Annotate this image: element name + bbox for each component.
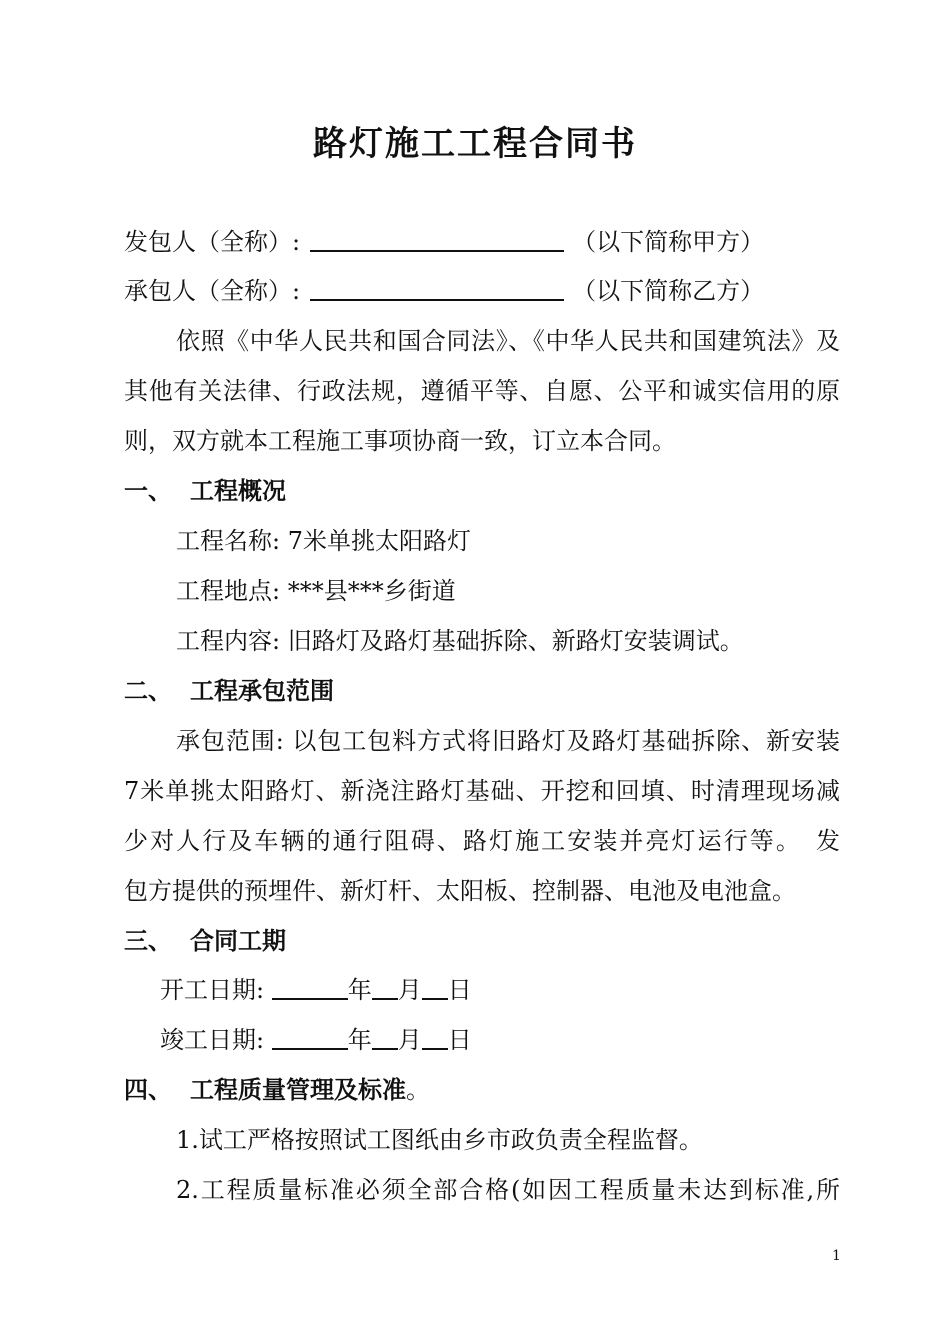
end-day-blank[interactable] — [422, 1024, 448, 1050]
start-day-blank[interactable] — [422, 974, 448, 1000]
intro-line-2: 其他有关法律、行政法规，遵循平等、自愿、公平和诚实信用的原 — [124, 377, 840, 405]
section-title: 工程承包范围 — [190, 676, 334, 705]
start-date-label: 开工日期: — [160, 976, 265, 1004]
scope-line-4: 包方提供的预埋件、新灯杆、太阳板、控制器、电池及电池盒。 — [124, 877, 796, 905]
section-title: 合同工期 — [190, 926, 286, 955]
scope-line-1: 承包范围: 以包工包料方式将旧路灯及路灯基础拆除、新安装 — [176, 727, 840, 755]
section-number: 四、 — [124, 1075, 172, 1104]
contractor-name-blank[interactable] — [310, 275, 564, 301]
employer-label: 发包人（全称）: — [124, 228, 301, 256]
year-label: 年 — [347, 976, 372, 1004]
month-label: 月 — [397, 1026, 422, 1054]
employer-line — [124, 226, 764, 258]
end-month-blank[interactable] — [372, 1024, 398, 1050]
day-label: 日 — [447, 1026, 472, 1054]
end-year-blank[interactable] — [272, 1024, 348, 1050]
document-title: 路灯施工工程合同书 — [313, 124, 637, 164]
start-date-line — [160, 974, 472, 1006]
end-date-label: 竣工日期: — [160, 1026, 265, 1054]
section-heading-1 — [124, 475, 286, 507]
contractor-line — [124, 275, 764, 307]
year-label: 年 — [347, 1026, 372, 1054]
section-heading-4 — [124, 1074, 430, 1106]
section-heading-2 — [124, 675, 334, 707]
project-location: 工程地点: ***县***乡街道 — [176, 577, 456, 605]
project-content: 工程内容: 旧路灯及路灯基础拆除、新路灯安装调试。 — [176, 627, 744, 655]
section-title: 工程概况 — [190, 476, 286, 505]
project-name: 工程名称: 7米单挑太阳路灯 — [176, 527, 471, 555]
page-number: 1 — [832, 1248, 841, 1264]
section-title: 工程质量管理及标准 — [190, 1075, 406, 1104]
section-number: 一、 — [124, 476, 172, 505]
end-date-line — [160, 1024, 472, 1056]
day-label: 日 — [447, 976, 472, 1004]
scope-line-3: 少对人行及车辆的通行阻碍、路灯施工安装并亮灯运行等。 发 — [124, 827, 840, 855]
intro-line-3: 则，双方就本工程施工事项协商一致，订立本合同。 — [124, 427, 676, 455]
section-heading-3 — [124, 925, 286, 957]
intro-line-1: 依照《中华人民共和国合同法》、《中华人民共和国建筑法》及 — [176, 327, 840, 355]
quality-item-2: 2.工程质量标准必须全部合格(如因工程质量未达到标准,所 — [176, 1176, 840, 1204]
contractor-suffix: （以下简称乙方） — [572, 277, 765, 305]
scope-line-2: 7米单挑太阳路灯、新浇注路灯基础、开挖和回填、时清理现场减 — [124, 777, 840, 805]
quality-item-1: 1.试工严格按照试工图纸由乡市政负责全程监督。 — [176, 1126, 703, 1154]
section-number: 二、 — [124, 676, 172, 705]
month-label: 月 — [397, 976, 422, 1004]
section-number: 三、 — [124, 926, 172, 955]
start-month-blank[interactable] — [372, 974, 398, 1000]
employer-suffix: （以下简称甲方） — [572, 228, 765, 256]
contractor-label: 承包人（全称）: — [124, 277, 301, 305]
section-title-suffix: 。 — [406, 1076, 430, 1104]
start-year-blank[interactable] — [272, 974, 348, 1000]
employer-name-blank[interactable] — [310, 226, 564, 252]
